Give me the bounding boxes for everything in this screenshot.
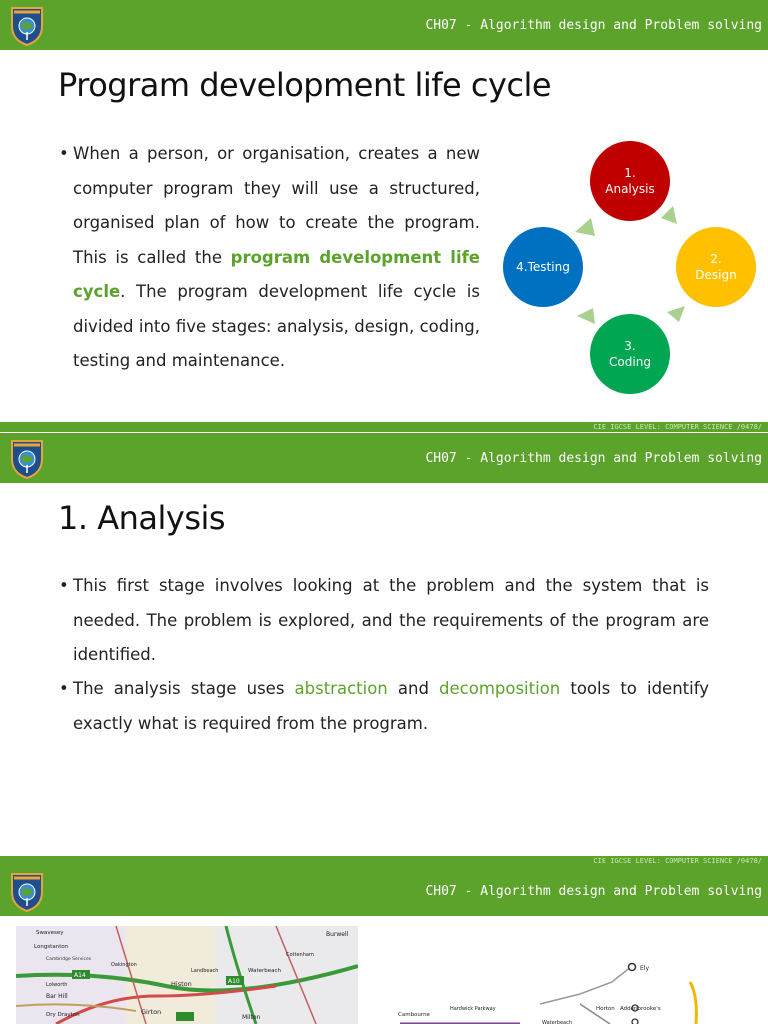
stage-coding-num: 3. [624, 339, 636, 353]
map-label-a10: A10 [228, 978, 240, 985]
intro-paragraph [59, 137, 480, 379]
school-crest-icon [10, 870, 44, 912]
stage-design-num: 2. [710, 252, 722, 266]
bullet-2-mid: and [387, 679, 440, 698]
chapter-title: CH07 - Algorithm design and Problem solving [425, 18, 762, 33]
footer-text: CIE IGCSE LEVEL: COMPUTER SCIENCE /0478/ [593, 423, 762, 431]
map-label-lolworth: Lolworth [46, 982, 68, 988]
paragraph-text-2: . The program development life cycle is divided into five stages: analysis, design, coding, testing and maintenance. [73, 282, 480, 370]
bullet-dot: • [59, 144, 69, 163]
map-label-a14: A14 [74, 972, 86, 979]
slide-1 [0, 0, 768, 422]
station-ely-icon [629, 964, 636, 971]
page-title: 1. Analysis [58, 499, 226, 537]
station-addenbrookes-label: Addenbrooke's [620, 1006, 661, 1012]
map-label-waterbeach: Waterbeach [248, 968, 282, 974]
slide-1-footer-bar [0, 422, 768, 432]
paragraph-text-1: When a person, or organisation, creates a new computer program they will use a structured, organised plan of how to create the program. This is called the [73, 144, 480, 267]
chapter-title: CH07 - Algorithm design and Problem solving [425, 884, 762, 899]
map-label-swavesey: Swavesey [36, 930, 64, 936]
bullet-2-before: The analysis stage uses [73, 679, 295, 698]
map-label-histon: Histon [171, 980, 192, 988]
bullet-1 [59, 569, 709, 673]
road-map-image [16, 926, 358, 1024]
highlight-term: program development life cycle [73, 247, 480, 301]
bullet-1-text: This first stage involves looking at the problem and the system that is needed. The problem is explored, and the requirements of the program are identified. [73, 576, 709, 664]
bullet-2-after: tools to identify exactly what is required from the program. [73, 679, 709, 733]
bullet-dot: • [59, 679, 69, 698]
map-label-services: Cambridge Services [46, 957, 92, 962]
stage-testing-name: 4.Testing [516, 260, 570, 274]
map-label-girton: Girton [141, 1008, 162, 1016]
school-crest-icon [10, 437, 44, 479]
slide-header [0, 866, 768, 916]
station-ely-label: Ely [640, 965, 650, 972]
map-label-landbeach: Landbeach [191, 968, 219, 974]
stage-analysis [590, 141, 670, 221]
term-decomposition: decomposition [439, 679, 561, 698]
slide-2-footer-bar [0, 856, 768, 866]
station-horton-label: Horton [596, 1006, 615, 1012]
slide-header [0, 0, 768, 50]
stage-design [676, 227, 756, 307]
life-cycle-diagram [495, 136, 765, 406]
map-label-burwell: Burwell [326, 931, 349, 938]
slide-2 [0, 433, 768, 856]
route-map-diagram [380, 926, 768, 1024]
arrow-coding-testing [577, 308, 595, 324]
station-hardwick-label: Hardwick Parkway [450, 1006, 496, 1012]
station-waterbeach-label: Waterbeach [542, 1020, 573, 1024]
arrow-testing-analysis [575, 218, 595, 236]
chapter-title: CH07 - Algorithm design and Problem solving [425, 451, 762, 466]
station-waterbeach-icon [632, 1019, 638, 1024]
map-label-cottenham: Cottenham [286, 952, 314, 958]
map-label-barhill: Bar Hill [46, 993, 68, 1000]
stage-coding-name: Coding [609, 355, 651, 369]
school-crest-icon [10, 4, 44, 46]
map-label-longstanton: Longstanton [34, 944, 69, 950]
bullet-2 [59, 672, 709, 741]
term-abstraction: abstraction [294, 679, 388, 698]
page-title: Program development life cycle [58, 66, 552, 104]
stage-design-name: Design [695, 268, 737, 282]
slide-header [0, 433, 768, 483]
map-label-oakington: Oakington [111, 962, 137, 968]
stage-analysis-num: 1. [624, 166, 636, 180]
bullet-dot: • [59, 576, 69, 595]
arrow-design-coding [667, 306, 685, 322]
arrow-analysis-design [659, 206, 677, 224]
station-cambourne-label: Cambourne [398, 1012, 430, 1018]
map-label-milton: Milton [242, 1014, 261, 1021]
stage-analysis-name: Analysis [605, 182, 655, 196]
stage-coding [590, 314, 670, 394]
map-label-drydrayton: Dry Drayton [46, 1012, 80, 1018]
footer-text: CIE IGCSE LEVEL: COMPUTER SCIENCE /0478/ [593, 857, 762, 865]
